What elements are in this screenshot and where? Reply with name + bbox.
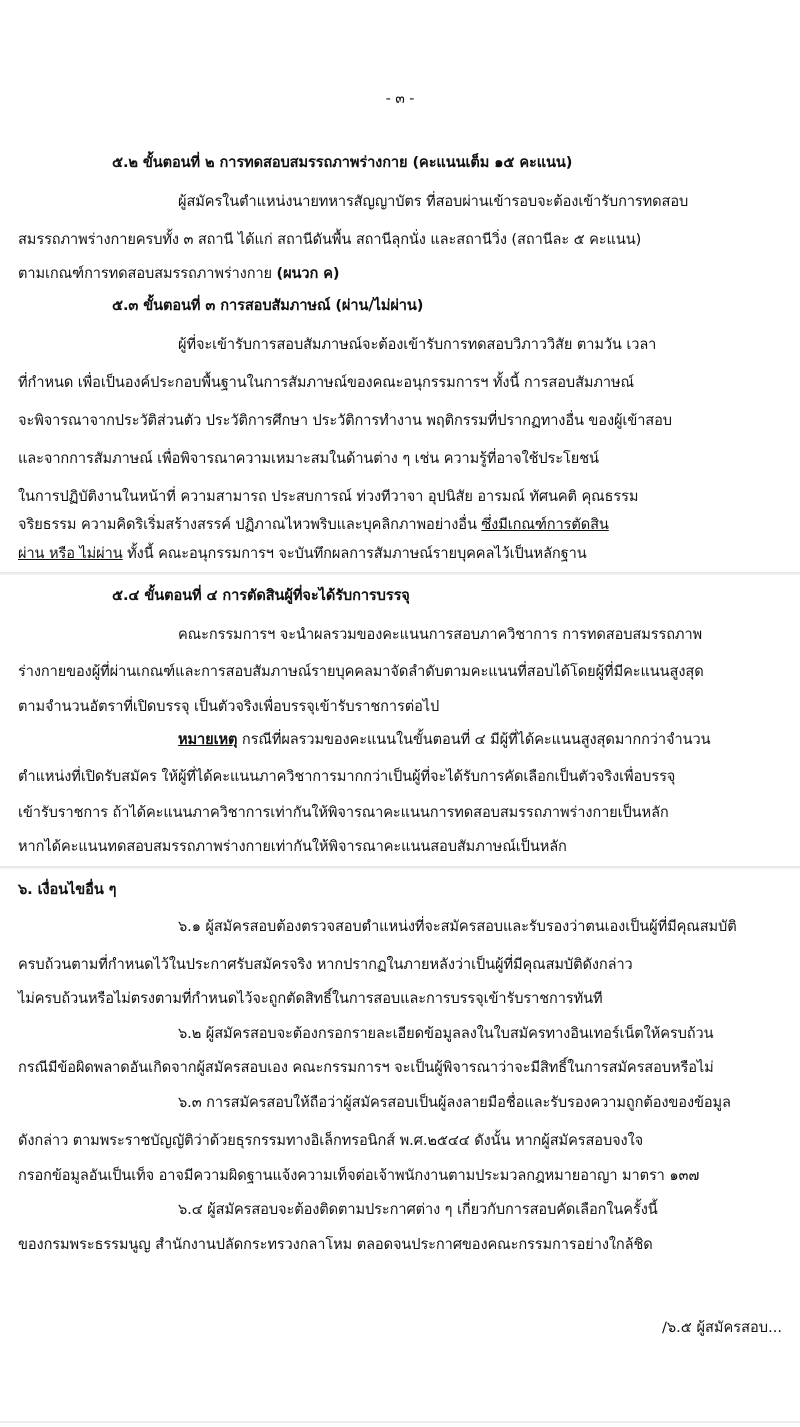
page-bottom-edge <box>0 1421 800 1423</box>
note-line-3: เข้ารับราชการ ถ้าได้คะแนนภาควิชาการเท่ากันให้พิจารณาคะแนนการทดสอบสมรรถภาพร่างกายเป็นหลัก <box>18 804 669 821</box>
section-5-3-line-3: จะพิจารณาจากประวัติส่วนตัว ประวัติการศึกษา ประวัติการทำงาน พฤติกรรมที่ปรากฏทางอื่น ของผู้เข้าสอบ <box>18 412 672 429</box>
note-line-4: หากได้คะแนนทดสอบสมรรถภาพร่างกายเท่ากันให้พิจารณาคะแนนสอบสัมภาษณ์เป็นหลัก <box>18 838 567 855</box>
criteria-underlined: ซึ่งมีเกณฑ์การตัดสิน <box>481 516 609 533</box>
section-5-3-line-7-text: ทั้งนี้ คณะอนุกรรมการฯ จะบันทึกผลการสัมภาษณ์รายบุคคลไว้เป็นหลักฐาน <box>122 545 587 562</box>
section-6-4-line-2: ของกรมพระธรรมนูญ สำนักงานปลัดกระทรวงกลาโหม ตลอดจนประกาศของคณะกรรมการอย่างใกล้ชิด <box>18 1236 653 1253</box>
section-5-3-line-6 <box>18 515 609 535</box>
pass-fail-underlined: ผ่าน หรือ ไม่ผ่าน <box>18 545 123 562</box>
section-6-3-line-2: ดังกล่าว ตามพระราชบัญญัติว่าด้วยธุรกรรมทางอิเล็กทรอนิกส์ พ.ศ.๒๕๔๔ ดังนั้น หากผู้สมัครสอบจงใจ <box>18 1132 644 1149</box>
note-label: หมายเหตุ <box>178 731 238 748</box>
section-6-3-line-3: กรอกข้อมูลอันเป็นเท็จ อาจมีความผิดฐานแจ้งความเท็จต่อเจ้าพนักงานตามประมวลกฎหมายอาญา มาตรา ๑๓๗ <box>18 1167 700 1184</box>
section-6-4-line-1: ๖.๔ ผู้สมัครสอบจะต้องติดตามประกาศต่าง ๆ เกี่ยวกับการสอบคัดเลือกในครั้งนี้ <box>178 1201 658 1218</box>
section-5-3-line-2: ที่กำหนด เพื่อเป็นองค์ประกอบพื้นฐานในการสัมภาษณ์ของคณะอนุกรรมการฯ ทั้งนี้ การสอบสัมภาษณ์ <box>18 374 634 391</box>
section-5-3-line-4: และจากการสัมภาษณ์ เพื่อพิจารณาความเหมาะสมในด้านต่าง ๆ เช่น ความรู้ที่อาจใช้ประโยชน์ <box>18 450 599 467</box>
section-5-2-line-3 <box>18 264 339 284</box>
note-line-1 <box>178 730 711 750</box>
section-5-3-heading: ๕.๓ ขั้นตอนที่ ๓ การสอบสัมภาษณ์ (ผ่าน/ไม่ผ่าน) <box>112 297 424 314</box>
section-6-1-line-1: ๖.๑ ผู้สมัครสอบต้องตรวจสอบตำแหน่งที่จะสมัครสอบและรับรองว่าตนเองเป็นผู้ที่มีคุณสมบัติ <box>178 918 737 935</box>
section-6-3-line-1: ๖.๓ การสมัครสอบให้ถือว่าผู้สมัครสอบเป็นผู้ลงลายมือชื่อและรับรองความถูกต้องของข้อมูล <box>178 1094 731 1111</box>
section-5-4-line-3: ตามจำนวนอัตราที่เปิดบรรจุ เป็นตัวจริงเพื่อบรรจุเข้ารับราชการต่อไป <box>18 698 440 715</box>
scan-separator <box>0 572 800 575</box>
section-5-3-line-1: ผู้ที่จะเข้ารับการสอบสัมภาษณ์จะต้องเข้ารับการทดสอบวิภาววิสัย ตามวัน เวลา <box>178 336 657 353</box>
section-5-2-line-3-text: ตามเกณฑ์การทดสอบสมรรถภาพร่างกาย <box>18 265 277 282</box>
section-6-heading: ๖. เงื่อนไขอื่น ๆ <box>18 881 117 898</box>
section-5-4-heading: ๕.๔ ขั้นตอนที่ ๔ การตัดสินผู้ที่จะได้รับการบรรจุ <box>112 587 410 604</box>
section-5-3-line-5: ในการปฏิบัติงานในหน้าที่ ความสามารถ ประสบการณ์ ท่วงทีวาจา อุปนิสัย อารมณ์ ทัศนคติ คุณธรรม <box>18 488 639 505</box>
page-number: - ๓ - <box>385 91 415 107</box>
note-line-1-text: กรณีที่ผลรวมของคะแนนในขั้นตอนที่ ๔ มีผู้ที่ได้คะแนนสูงสุดมากกว่าจำนวน <box>237 731 711 748</box>
section-5-3-line-7 <box>18 544 587 564</box>
section-5-4-line-1: คณะกรรมการฯ จะนำผลรวมของคะแนนการสอบภาควิชาการ การทดสอบสมรรถภาพ <box>178 626 703 643</box>
section-6-1-line-2: ครบถ้วนตามที่กำหนดไว้ในประกาศรับสมัครจริง หากปรากฏในภายหลังว่าเป็นผู้ที่มีคุณสมบัติดังกล่าว <box>18 956 633 973</box>
section-6-2-line-2: กรณีมีข้อผิดพลาดอันเกิดจากผู้สมัครสอบเอง คณะกรรมการฯ จะเป็นผู้พิจารณาว่าจะมีสิทธิ์ในการสมัครสอบหรือไม่ <box>18 1059 714 1076</box>
scan-separator <box>0 866 800 869</box>
note-line-2: ตำแหน่งที่เปิดรับสมัคร ให้ผู้ที่ได้คะแนนภาควิชาการมากกว่าเป็นผู้ที่จะได้รับการคัดเลือกเป็นตัวจริงเพื่อบรรจุ <box>18 768 676 785</box>
continuation-marker: /๖.๕ ผู้สมัครสอบ... <box>661 1319 782 1336</box>
section-5-4-line-2: ร่างกายของผู้ที่ผ่านเกณฑ์และการสอบสัมภาษณ์รายบุคคลมาจัดลำดับตามคะแนนที่สอบได้โดยผู้ที่มีคะแนนสูงสุด <box>18 663 704 680</box>
section-5-2-line-2: สมรรถภาพร่างกายครบทั้ง ๓ สถานี ได้แก่ สถานีดันพื้น สถานีลุกนั่ง และสถานีวิ่ง (สถานีละ ๕ คะแนน) <box>18 231 642 248</box>
section-5-2-heading: ๕.๒ ขั้นตอนที่ ๒ การทดสอบสมรรถภาพร่างกาย (คะแนนเต็ม ๑๕ คะแนน) <box>112 154 573 171</box>
annex-c-ref: (ผนวก ค) <box>276 265 340 282</box>
section-6-1-line-3: ไม่ครบถ้วนหรือไม่ตรงตามที่กำหนดไว้จะถูกตัดสิทธิ์ในการสอบและการบรรจุเข้ารับราชการทันที <box>18 990 603 1007</box>
section-5-2-line-1: ผู้สมัครในตำแหน่งนายทหารสัญญาบัตร ที่สอบผ่านเข้ารอบจะต้องเข้ารับการทดสอบ <box>178 193 689 210</box>
section-5-3-line-6-text: จริยธรรม ความคิดริเริ่มสร้างสรรค์ ปฏิภาณไหวพริบและบุคลิกภาพอย่างอื่น <box>18 516 482 533</box>
section-6-2-line-1: ๖.๒ ผู้สมัครสอบจะต้องกรอกรายละเอียดข้อมูลลงในใบสมัครทางอินเทอร์เน็ตให้ครบถ้วน <box>178 1025 714 1042</box>
